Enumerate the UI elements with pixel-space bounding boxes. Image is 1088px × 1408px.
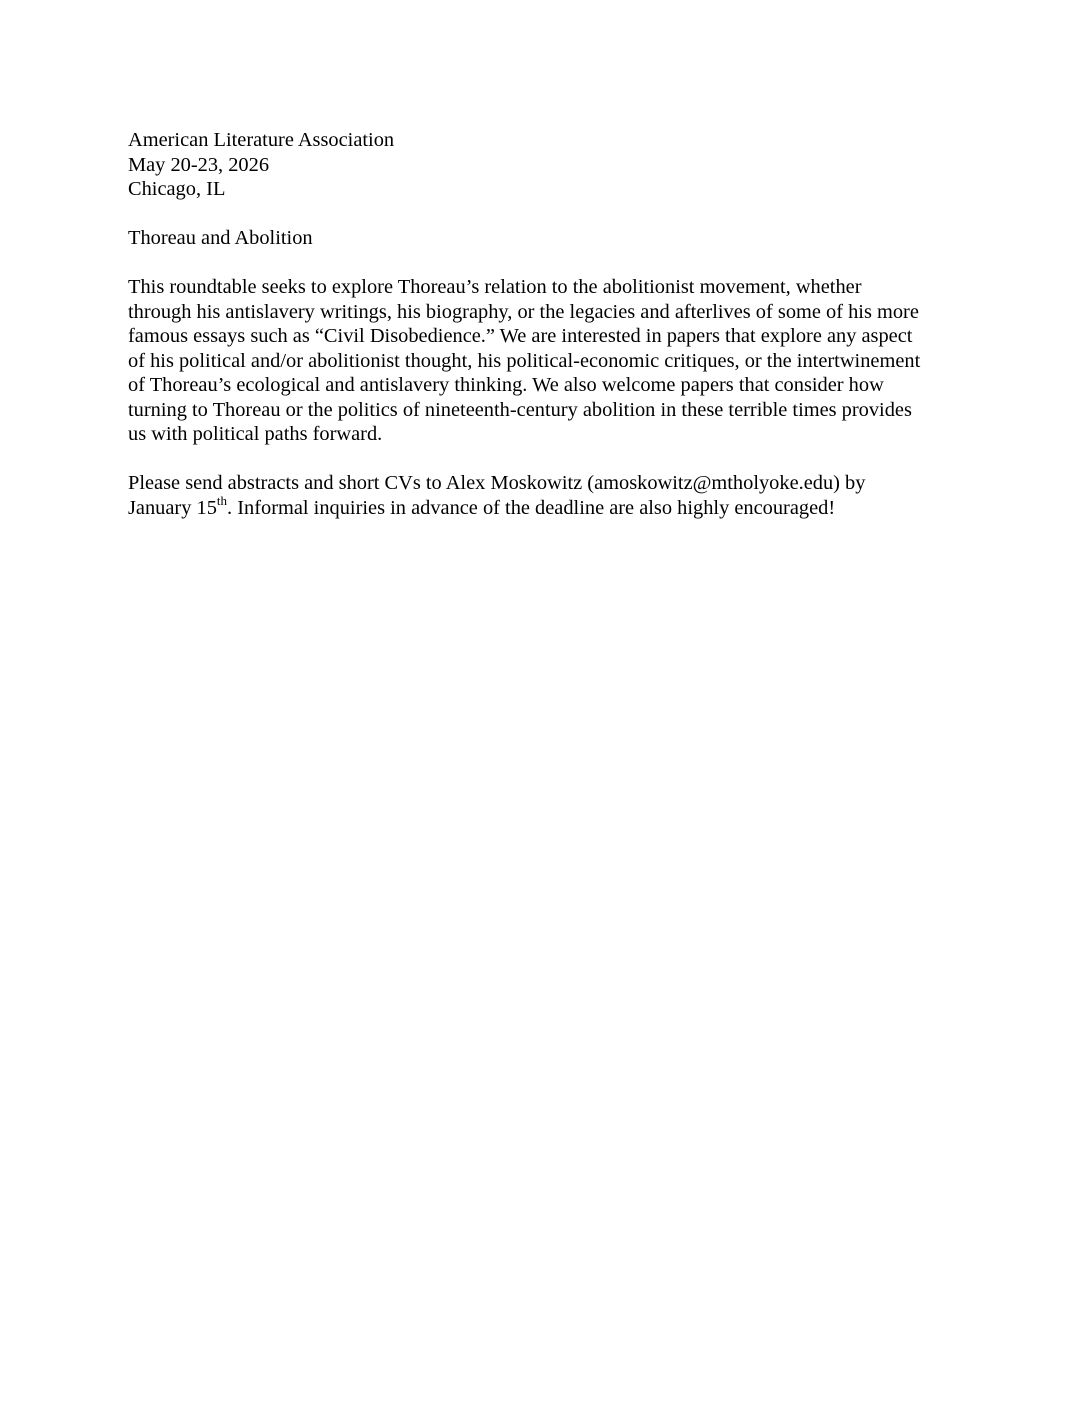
spacer [128, 202, 962, 227]
document-content [128, 128, 962, 520]
panel-title [128, 226, 962, 251]
submission-paragraph [128, 471, 962, 520]
paragraph-line: of Thoreau’s ecological and antislavery thinking. We also welcome papers that consider how [128, 374, 884, 396]
paragraph-line: turning to Thoreau or the politics of nineteenth-century abolition in these terrible times provides [128, 398, 912, 421]
paragraph-line: through his antislavery writings, his biography, or the legacies and afterlives of some of his more [128, 300, 919, 323]
paragraph-line: us with political paths forward. [128, 423, 383, 445]
paragraph-line: famous essays such as “Civil Disobedience.” We are interested in papers that explore any aspect [128, 325, 913, 347]
panel-title-text: Thoreau and Abolition [128, 227, 313, 249]
conference-header [128, 128, 962, 202]
paragraph-line: of his political and/or abolitionist thought, his political-economic critiques, or the intertwinement [128, 349, 921, 372]
conference-location: Chicago, IL [128, 178, 226, 200]
deadline-ordinal: th [216, 492, 228, 508]
description-paragraph [128, 275, 962, 447]
spacer [128, 251, 962, 276]
organization-name: American Literature Association [128, 129, 395, 151]
deadline-line [128, 492, 962, 521]
deadline-note: . Informal inquiries in advance of the deadline are also highly encouraged! [227, 496, 836, 519]
conference-dates: May 20-23, 2026 [128, 153, 270, 176]
spacer [128, 447, 962, 472]
submission-line: Please send abstracts and short CVs to Alex Moskowitz (amoskowitz@mtholyoke.edu) by [128, 472, 866, 494]
deadline-date: January 15 [128, 496, 217, 519]
paragraph-line: This roundtable seeks to explore Thoreau’s relation to the abolitionist movement, whether [128, 276, 862, 298]
